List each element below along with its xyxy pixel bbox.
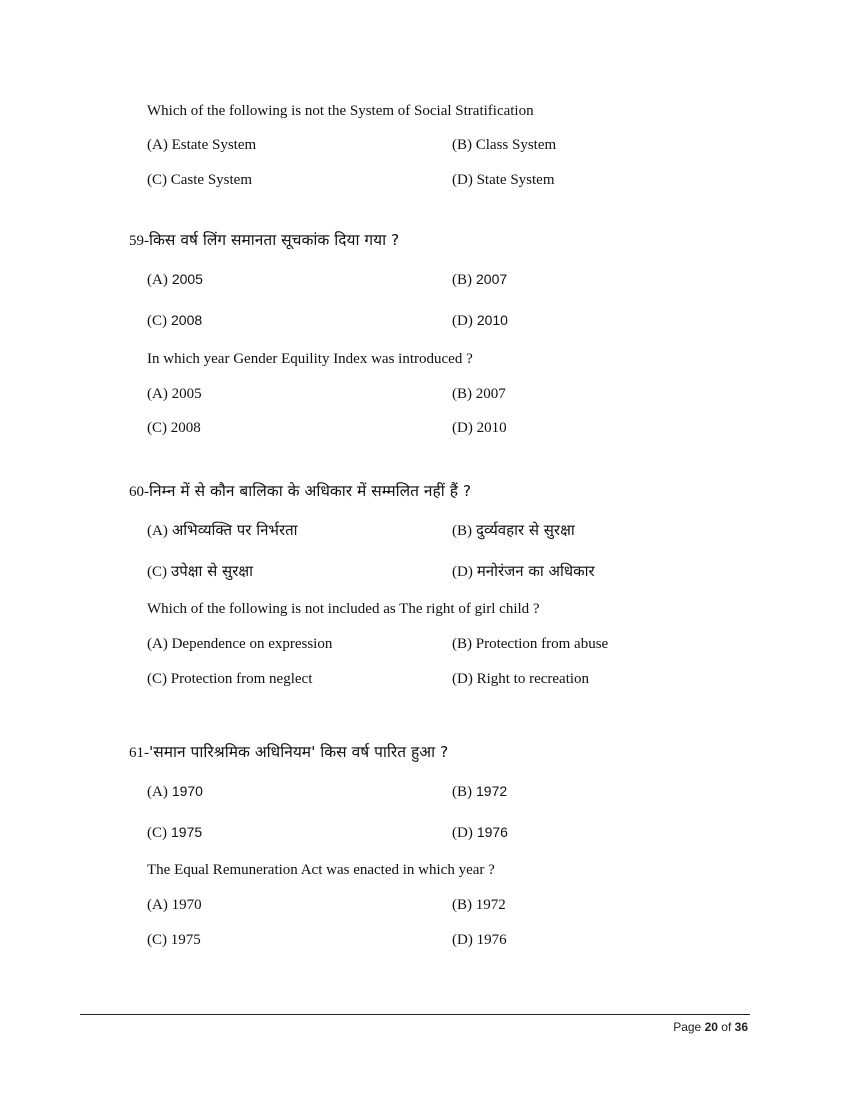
q61-en-option-a: (A) 1970 — [147, 897, 202, 913]
q60-hi-value-a: अभिव्यक्ति पर निर्भरता — [171, 521, 298, 539]
q59-en-option-b: (B) 2007 — [452, 386, 506, 402]
q59-hi-option-a — [147, 271, 203, 289]
q60-hi-question: निम्न में से कौन बालिका के अधिकार में सम्मलित नहीं हैं ? — [149, 482, 472, 500]
q59-hi-question-line — [129, 228, 399, 250]
q61-hi-value-d: 1976 — [476, 824, 508, 840]
q60-hi-question-line — [129, 479, 471, 501]
q61-hi-value-b: 1972 — [476, 783, 508, 799]
q60-en-option-d: (D) Right to recreation — [452, 671, 590, 687]
q60-hi-option-d — [452, 561, 595, 581]
q59-en-option-d: (D) 2010 — [452, 420, 507, 436]
q60-hi-label-a: (A) — [147, 523, 168, 539]
q59-hi-label-d: (D) — [452, 313, 473, 329]
q60-en-question: Which of the following is not included as The right of girl child ? — [147, 601, 540, 617]
q60-number: 60- — [129, 484, 149, 500]
footer-total-pages: 36 — [734, 1020, 748, 1034]
q58-en-option-c: (C) Caste System — [147, 172, 252, 188]
q61-hi-option-a — [147, 783, 203, 801]
q61-hi-option-d — [452, 824, 508, 842]
q59-hi-value-d: 2010 — [476, 312, 508, 328]
q61-hi-value-a: 1970 — [171, 783, 203, 799]
q61-hi-question: 'समान पारिश्रमिक अधिनियम' किस वर्ष पारित हुआ ? — [149, 743, 449, 761]
q61-en-option-d: (D) 1976 — [452, 932, 507, 948]
q58-en-option-b: (B) Class System — [452, 137, 557, 153]
footer-divider — [80, 1014, 750, 1015]
q59-hi-label-b: (B) — [452, 272, 472, 288]
q59-hi-value-a: 2005 — [171, 271, 203, 287]
q59-number: 59- — [129, 233, 149, 249]
q60-hi-label-b: (B) — [452, 523, 472, 539]
q60-hi-value-c: उपेक्षा से सुरक्षा — [171, 562, 253, 580]
q59-hi-question: किस वर्ष लिंग समानता सूचकांक दिया गया ? — [149, 231, 400, 249]
q61-hi-label-d: (D) — [452, 825, 473, 841]
q60-en-option-c: (C) Protection from neglect — [147, 671, 313, 687]
q60-hi-value-d: मनोरंजन का अधिकार — [476, 562, 595, 580]
q61-en-question: The Equal Remuneration Act was enacted in which year ? — [147, 862, 495, 878]
q61-hi-option-b — [452, 783, 507, 801]
q61-hi-value-c: 1975 — [171, 824, 203, 840]
q59-hi-value-c: 2008 — [171, 312, 203, 328]
q60-hi-value-b: दुर्व्यवहार से सुरक्षा — [476, 521, 575, 539]
footer-of-word: of — [721, 1020, 732, 1034]
footer-page-word: Page — [673, 1020, 702, 1034]
q59-hi-option-d — [452, 312, 508, 330]
q61-hi-option-c — [147, 824, 202, 842]
q59-en-option-a: (A) 2005 — [147, 386, 202, 402]
q58-en-question: Which of the following is not the System of Social Stratification — [147, 103, 534, 119]
q59-hi-option-c — [147, 312, 202, 330]
q60-en-option-b: (B) Protection from abuse — [452, 636, 609, 652]
q60-hi-label-d: (D) — [452, 564, 473, 580]
q60-hi-label-c: (C) — [147, 564, 167, 580]
q58-en-option-a: (A) Estate System — [147, 137, 257, 153]
q59-hi-option-b — [452, 271, 507, 289]
q61-en-option-c: (C) 1975 — [147, 932, 201, 948]
q58-en-option-d: (D) State System — [452, 172, 555, 188]
q59-en-option-c: (C) 2008 — [147, 420, 201, 436]
q61-en-option-b: (B) 1972 — [452, 897, 506, 913]
q60-hi-option-b — [452, 520, 575, 540]
q61-hi-question-line — [129, 740, 448, 762]
q59-hi-label-c: (C) — [147, 313, 167, 329]
q59-hi-label-a: (A) — [147, 272, 168, 288]
page-number-footer — [673, 1020, 748, 1034]
footer-current-page: 20 — [704, 1020, 718, 1034]
q61-hi-label-b: (B) — [452, 784, 472, 800]
q60-hi-option-c — [147, 561, 253, 581]
q61-hi-label-a: (A) — [147, 784, 168, 800]
q60-en-option-a: (A) Dependence on expression — [147, 636, 333, 652]
q59-hi-value-b: 2007 — [476, 271, 508, 287]
q60-hi-option-a — [147, 520, 298, 540]
q59-en-question: In which year Gender Equility Index was introduced ? — [147, 351, 473, 367]
q61-number: 61- — [129, 745, 149, 761]
q61-hi-label-c: (C) — [147, 825, 167, 841]
